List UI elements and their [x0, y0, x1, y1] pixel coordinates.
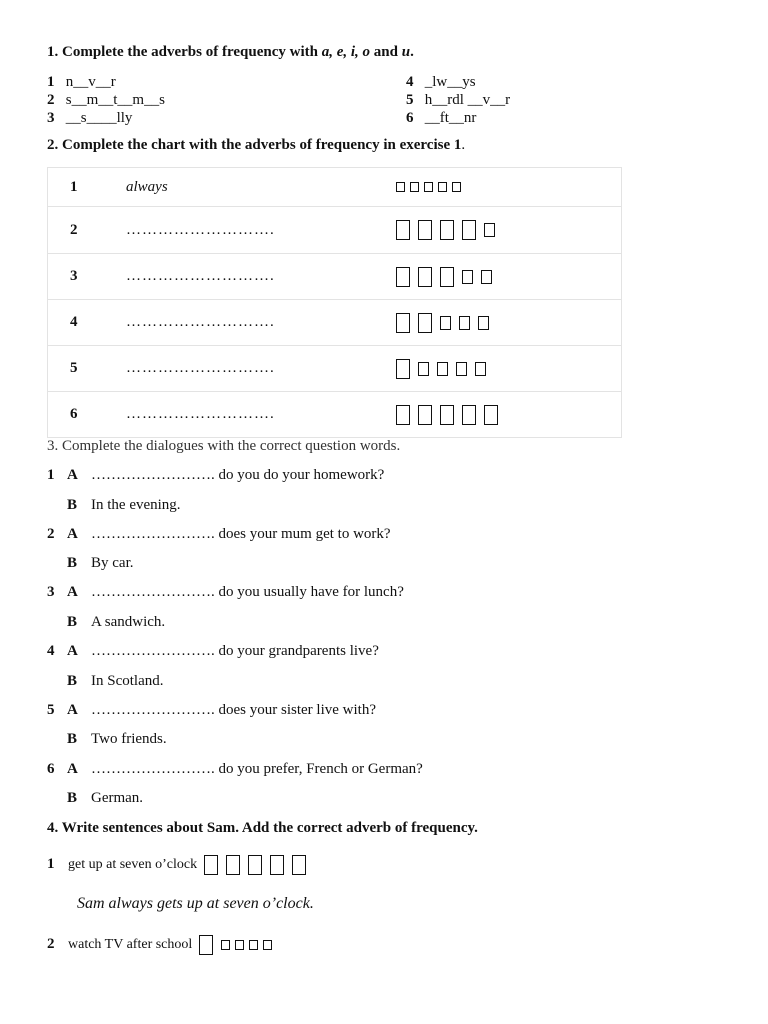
box-icon — [440, 405, 454, 425]
box-icon — [440, 316, 451, 330]
box-icon — [462, 405, 476, 425]
box-icon — [462, 270, 473, 284]
chart-row — [48, 254, 622, 300]
chart-row-word-blank[interactable]: ………………………. — [126, 300, 396, 346]
box-icon — [418, 405, 432, 425]
dialogue-number: 4 — [47, 643, 55, 659]
ex4-item-answer: Sam always gets up at seven o’clock. — [77, 895, 314, 912]
chart-row-word-blank[interactable]: ………………………. — [126, 254, 396, 300]
answer-blank[interactable]: ……………………. — [91, 761, 215, 777]
box-icon — [204, 855, 218, 875]
speaker-a-label: A — [67, 467, 78, 483]
dialogue-answer: A sandwich. — [91, 614, 166, 630]
chart-row-number: 4 — [48, 300, 127, 346]
dialogue-number: 1 — [47, 467, 55, 483]
box-icon — [484, 223, 495, 237]
ex1-item — [406, 110, 476, 127]
frequency-boxes — [396, 254, 622, 300]
dialogue-question: do you prefer, French or German? — [218, 761, 423, 777]
frequency-chart — [47, 167, 622, 438]
speaker-b-label: B — [67, 673, 78, 689]
box-icon — [396, 220, 410, 240]
ex1-item-text: __ft__nr — [424, 110, 477, 126]
exercise-1-number: 1. — [47, 44, 59, 60]
dialogue-question: do you do your homework? — [218, 467, 385, 483]
dialogue-answer: By car. — [91, 555, 134, 571]
dialogue-number: 5 — [47, 702, 55, 718]
exercise-4-heading: 4. Write sentences about Sam. Add the correct adverb of frequency. — [47, 820, 478, 836]
dialogue-number: 3 — [47, 584, 55, 600]
dialogue-question: do your grandparents live? — [218, 643, 379, 659]
box-icon — [418, 313, 432, 333]
dialogue-question: does your mum get to work? — [218, 526, 391, 542]
chart-row-number: 3 — [48, 254, 127, 300]
box-icon — [418, 362, 429, 376]
frequency-boxes — [396, 392, 622, 438]
speaker-a-label: A — [67, 584, 78, 600]
ex1-item-number: 1 — [47, 74, 55, 90]
ex1-item — [47, 74, 116, 91]
box-icon — [263, 940, 272, 950]
chart-row-number: 6 — [48, 392, 127, 438]
dialogue-a-line — [47, 702, 376, 719]
dialogue-a-line — [47, 584, 404, 601]
ex1-item — [406, 92, 510, 109]
speaker-a-label: A — [67, 526, 78, 542]
ex1-item-number: 4 — [406, 74, 414, 90]
chart-row — [48, 207, 622, 254]
frequency-boxes — [396, 207, 622, 254]
box-icon — [475, 362, 486, 376]
box-icon — [478, 316, 489, 330]
box-icon — [481, 270, 492, 284]
exercise-1-heading-last-letter: u — [401, 44, 411, 60]
dialogue-answer: Two friends. — [91, 731, 167, 747]
dialogue-b-line — [47, 614, 165, 631]
ex1-item-number: 5 — [406, 92, 414, 108]
box-icon — [270, 855, 284, 875]
ex1-item-text: h__rdl __v__r — [424, 92, 511, 108]
ex4-item-prompt: get up at seven o’clock — [68, 857, 198, 873]
box-icon — [440, 220, 454, 240]
box-icon — [226, 855, 240, 875]
chart-row — [48, 392, 622, 438]
ex1-item-number: 2 — [47, 92, 55, 108]
exercise-3-heading: 3. Complete the dialogues with the correct question words. — [47, 438, 401, 454]
frequency-boxes — [396, 168, 622, 207]
answer-blank[interactable]: ……………………. — [91, 526, 215, 542]
box-icon — [292, 855, 306, 875]
exercise-1-heading-letters: a, e, i, o — [321, 44, 371, 60]
dialogue-b-line — [47, 673, 164, 690]
frequency-boxes — [396, 346, 622, 392]
ex1-item-number: 3 — [47, 110, 55, 126]
box-icon — [462, 220, 476, 240]
dialogue-answer: In Scotland. — [91, 673, 164, 689]
box-icon — [396, 267, 410, 287]
exercise-1-heading — [47, 44, 414, 61]
ex4-item — [47, 855, 314, 875]
chart-row-word-blank[interactable]: ………………………. — [126, 392, 396, 438]
box-icon — [235, 940, 244, 950]
chart-row — [48, 300, 622, 346]
ex4-item-prompt: watch TV after school — [68, 937, 193, 953]
chart-row — [48, 168, 622, 207]
exercise-2-heading-end: . — [461, 137, 466, 153]
chart-row — [48, 346, 622, 392]
speaker-a-label: A — [67, 761, 78, 777]
chart-row-word-blank[interactable]: ………………………. — [126, 346, 396, 392]
box-icon — [437, 362, 448, 376]
box-icon — [418, 267, 432, 287]
chart-row-word: always — [126, 168, 396, 207]
speaker-b-label: B — [67, 731, 78, 747]
box-icon — [221, 940, 230, 950]
box-icon — [438, 182, 447, 192]
dialogue-b-line — [47, 497, 181, 514]
ex1-item — [47, 110, 132, 127]
chart-row-number: 5 — [48, 346, 127, 392]
dialogue-question: do you usually have for lunch? — [218, 584, 404, 600]
box-icon — [410, 182, 419, 192]
ex1-item-text: _lw__ys — [424, 74, 476, 90]
box-icon — [396, 313, 410, 333]
ex1-item-text: n__v__r — [65, 74, 116, 90]
dialogue-a-line — [47, 526, 391, 543]
ex1-item — [406, 74, 476, 91]
speaker-a-label: A — [67, 702, 78, 718]
answer-blank[interactable]: ……………………. — [91, 467, 215, 483]
dialogue-b-line — [47, 790, 143, 807]
answer-blank[interactable]: ……………………. — [91, 584, 215, 600]
box-icon — [418, 220, 432, 240]
answer-blank[interactable]: ……………………. — [91, 702, 215, 718]
exercise-2-heading — [47, 137, 465, 154]
dialogue-answer: In the evening. — [91, 497, 181, 513]
speaker-b-label: B — [67, 555, 78, 571]
box-icon — [396, 182, 405, 192]
chart-row-number: 2 — [48, 207, 127, 254]
exercise-1-heading-and: and — [370, 44, 402, 60]
dialogue-a-line — [47, 761, 423, 778]
ex1-item-text: s__m__t__m__s — [65, 92, 165, 108]
ex4-item — [47, 935, 277, 955]
exercise-1-heading-end: . — [410, 44, 414, 60]
box-icon — [396, 359, 410, 379]
chart-row-number: 1 — [48, 168, 127, 207]
box-icon — [459, 316, 470, 330]
box-icon — [452, 182, 461, 192]
speaker-a-label: A — [67, 643, 78, 659]
speaker-b-label: B — [67, 497, 78, 513]
box-icon — [396, 405, 410, 425]
dialogue-answer: German. — [91, 790, 144, 806]
dialogue-number: 6 — [47, 761, 55, 777]
exercise-1-heading-text: Complete the adverbs of frequency with — [62, 44, 322, 60]
box-icon — [424, 182, 433, 192]
ex1-item-number: 6 — [406, 110, 414, 126]
dialogue-a-line — [47, 643, 379, 660]
exercise-2-heading-text: 2. Complete the chart with the adverbs of frequency in exercise 1 — [47, 137, 462, 153]
dialogue-a-line — [47, 467, 384, 484]
chart-row-word-blank[interactable]: ………………………. — [126, 207, 396, 254]
ex1-item-text: __s____lly — [65, 110, 133, 126]
speaker-b-label: B — [67, 790, 78, 806]
frequency-boxes — [396, 300, 622, 346]
ex4-item-number: 1 — [47, 856, 55, 873]
dialogue-number: 2 — [47, 526, 55, 542]
speaker-b-label: B — [67, 614, 78, 630]
box-icon — [484, 405, 498, 425]
box-icon — [456, 362, 467, 376]
box-icon — [248, 855, 262, 875]
dialogue-b-line — [47, 555, 134, 572]
box-icon — [199, 935, 213, 955]
answer-blank[interactable]: ……………………. — [91, 643, 215, 659]
box-icon — [440, 267, 454, 287]
ex4-item-number: 2 — [47, 936, 55, 953]
ex1-item — [47, 92, 165, 109]
dialogue-question: does your sister live with? — [218, 702, 376, 718]
box-icon — [249, 940, 258, 950]
dialogue-b-line — [47, 731, 167, 748]
